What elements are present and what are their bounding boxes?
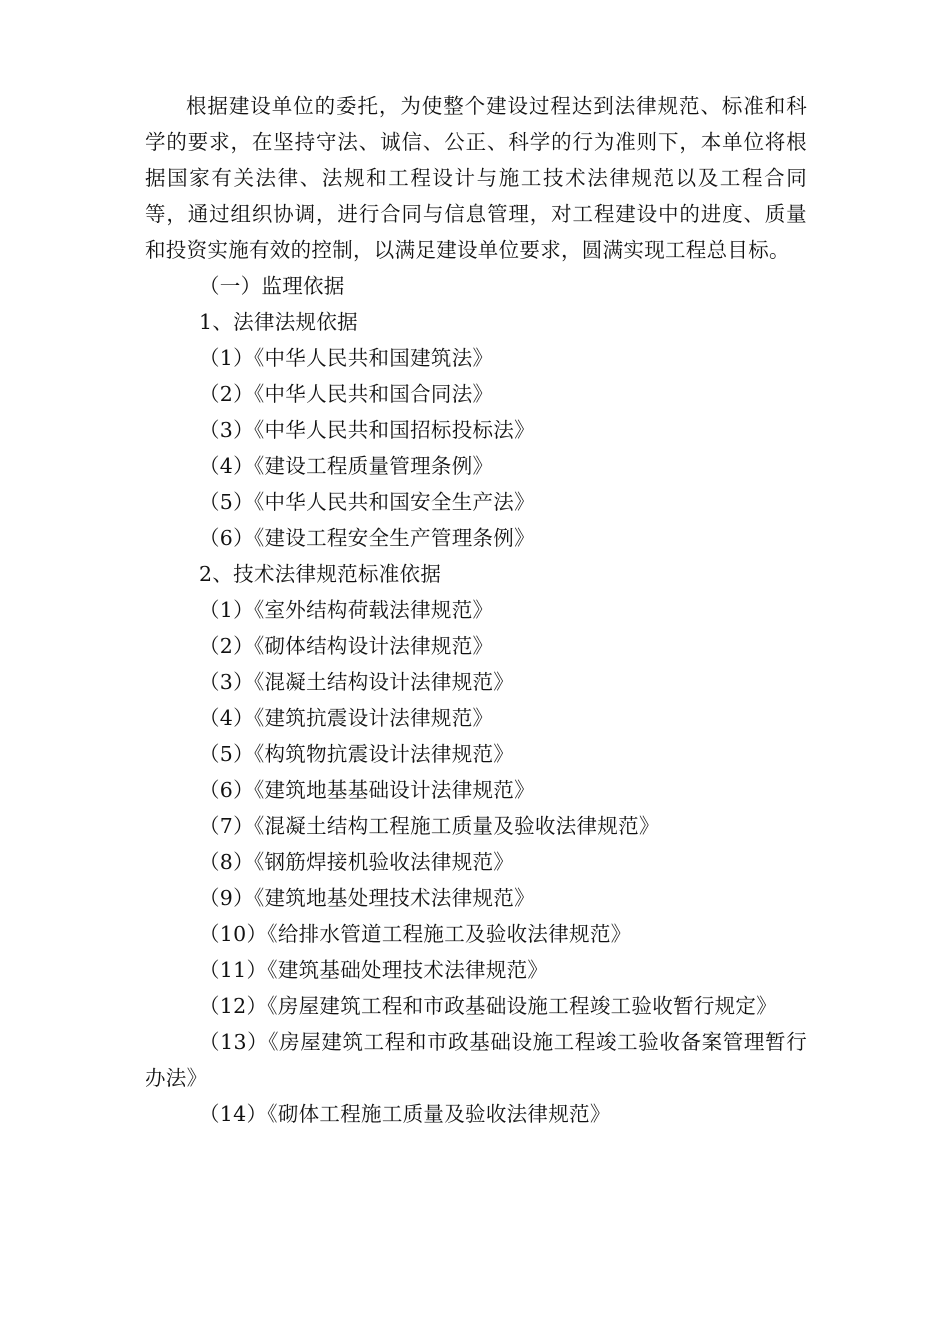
list-item: （1）《室外结构荷载法律规范》 [199,598,494,622]
list-item: （14）《砌体工程施工质量及验收法律规范》 [199,1102,611,1126]
list-item: （5）《构筑物抗震设计法律规范》 [199,742,515,766]
list-item: （11）《建筑基础处理技术法律规范》 [199,958,549,982]
list-item: （2）《砌体结构设计法律规范》 [199,634,494,658]
document-body [145,88,807,1132]
list-item: （6）《建筑地基基础设计法律规范》 [199,778,535,802]
list-item: （8）《钢筋焊接机验收法律规范》 [199,850,515,874]
list-item: （13）《房屋建筑工程和市政基础设施工程竣工验收备案管理暂行办法》 [145,1030,807,1090]
group-heading-laws: 1、法律法规依据 [199,310,358,334]
list-item: （4）《建设工程质量管理条例》 [199,454,494,478]
group-heading-standards: 2、技术法律规范标准依据 [199,562,442,586]
list-item: （1）《中华人民共和国建筑法》 [199,346,494,370]
list-item: （4）《建筑抗震设计法律规范》 [199,706,494,730]
list-item: （12）《房屋建筑工程和市政基础设施工程竣工验收暂行规定》 [199,994,778,1018]
list-item: （5）《中华人民共和国安全生产法》 [199,490,535,514]
list-item: （3）《混凝土结构设计法律规范》 [199,670,515,694]
section-heading: （一）监理依据 [199,274,345,298]
intro-paragraph: 根据建设单位的委托，为使整个建设过程达到法律规范、标准和科学的要求，在坚持守法、诚信、公正、科学的行为准则下，本单位将根据国家有关法律、法规和工程设计与施工技术法律规范以及工程合同等，通过组织协调，进行合同与信息管理，对工程建设中的进度、质量和投资实施有效的控制，以满足建设单位要求，圆满实现工程总目标。 [145,94,807,262]
list-item: （2）《中华人民共和国合同法》 [199,382,494,406]
list-item: （6）《建设工程安全生产管理条例》 [199,526,535,550]
list-item: （7）《混凝土结构工程施工质量及验收法律规范》 [199,814,660,838]
list-item: （10）《给排水管道工程施工及验收法律规范》 [199,922,632,946]
list-item: （3）《中华人民共和国招标投标法》 [199,418,535,442]
list-item: （9）《建筑地基处理技术法律规范》 [199,886,535,910]
